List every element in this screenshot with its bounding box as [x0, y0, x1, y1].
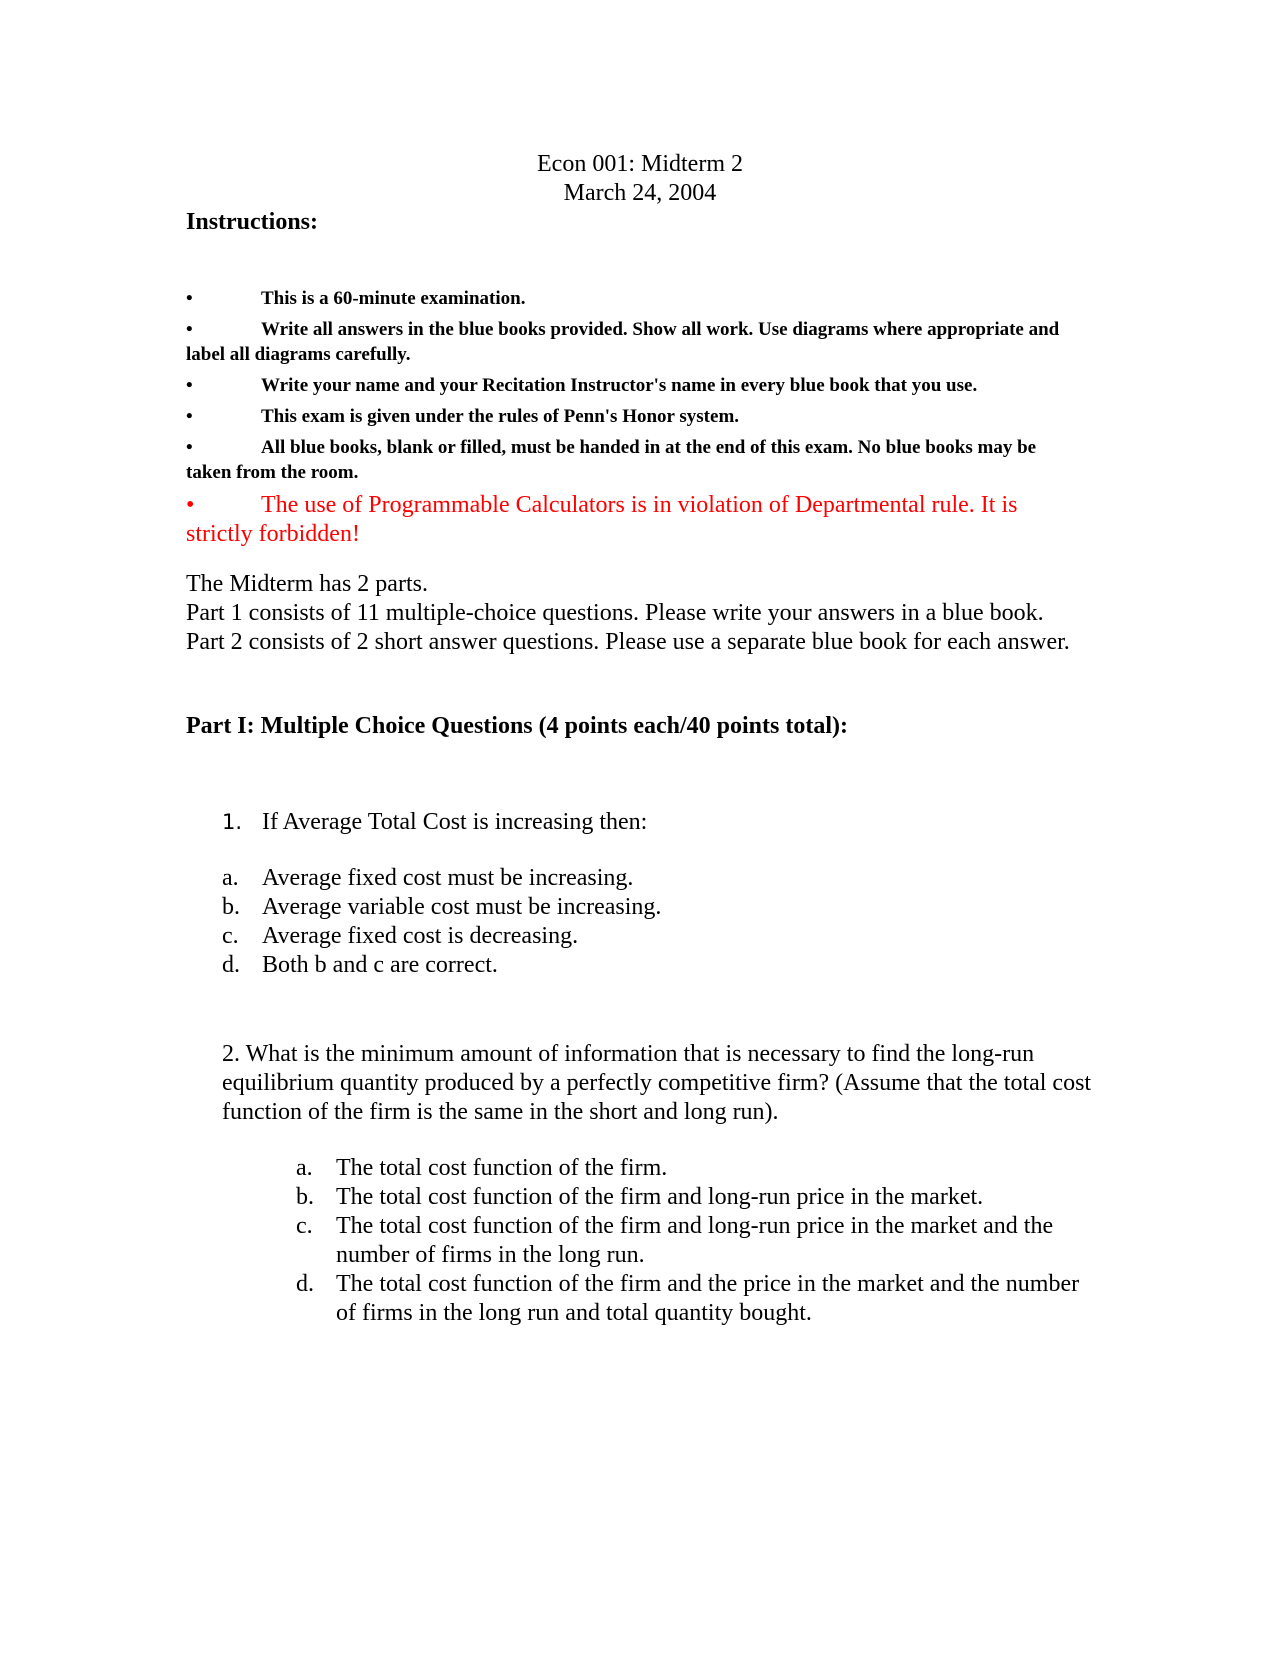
- option-c: c. The total cost function of the firm and long-run price in the market and the number of firms in the long run.: [296, 1213, 1054, 1268]
- bullet-icon: •: [186, 375, 193, 396]
- exam-date: March 24, 2004: [563, 180, 717, 206]
- intro-line: Part 2 consists of 2 short answer questions. Please use a separate blue book for each answer.: [186, 629, 1070, 655]
- question-2-options: [296, 1154, 1096, 1328]
- option-a: a. Average fixed cost must be increasing.: [222, 865, 634, 891]
- instruction-item: • This exam is given under the rules of Penn's Honor system.: [186, 406, 740, 427]
- intro-line: The Midterm has 2 parts.: [186, 571, 428, 597]
- question-2: 2. What is the minimum amount of information that is necessary to find the long-run equilibrium quantity produced by a perfectly competitive firm? (Assume that the total cost function of the firm is the same in the short and long run).: [222, 1041, 1092, 1125]
- exam-title: Econ 001: Midterm 2: [537, 151, 743, 177]
- option-b: b. Average variable cost must be increasing.: [222, 894, 662, 920]
- question-1-options: [222, 864, 661, 980]
- instructions-heading: Instructions:: [186, 209, 319, 235]
- question-text: If Average Total Cost is increasing then:: [262, 809, 648, 835]
- exam-header: [0, 150, 1280, 208]
- option-d: d. The total cost function of the firm and the price in the market and the number of firms in the long run and total quantity bought.: [296, 1271, 1080, 1326]
- intro-line: Part 1 consists of 11 multiple-choice questions. Please write your answers in a blue book.: [186, 600, 1044, 626]
- question-1: [222, 808, 647, 837]
- bullet-icon: •: [186, 319, 193, 340]
- instruction-item: • This is a 60-minute examination.: [186, 288, 526, 309]
- calculator-warning: • The use of Programmable Calculators is in violation of Departmental rule. It is strictly forbidden!: [186, 492, 1018, 547]
- option-b: b. The total cost function of the firm and long-run price in the market.: [296, 1184, 984, 1210]
- part1-heading: Part I: Multiple Choice Questions (4 points each/40 points total):: [186, 713, 848, 739]
- instruction-item: • All blue books, blank or filled, must be handed in at the end of this exam. No blue books may be taken from the room.: [186, 437, 1037, 483]
- bullet-icon: •: [186, 492, 195, 518]
- instruction-item: • Write all answers in the blue books provided. Show all work. Use diagrams where appropriate and label all diagrams carefully.: [186, 319, 1060, 365]
- instructions-list: [186, 286, 1086, 555]
- option-c: c. Average fixed cost is decreasing.: [222, 923, 579, 949]
- option-d: d. Both b and c are correct.: [222, 952, 498, 978]
- bullet-icon: •: [186, 406, 193, 427]
- instruction-item: • Write your name and your Recitation Instructor's name in every blue book that you use.: [186, 375, 978, 396]
- bullet-icon: •: [186, 288, 193, 309]
- option-a: a. The total cost function of the firm.: [296, 1155, 668, 1181]
- bullet-icon: •: [186, 437, 193, 458]
- midterm-intro: [186, 570, 1086, 657]
- question-number: 1.: [222, 810, 243, 834]
